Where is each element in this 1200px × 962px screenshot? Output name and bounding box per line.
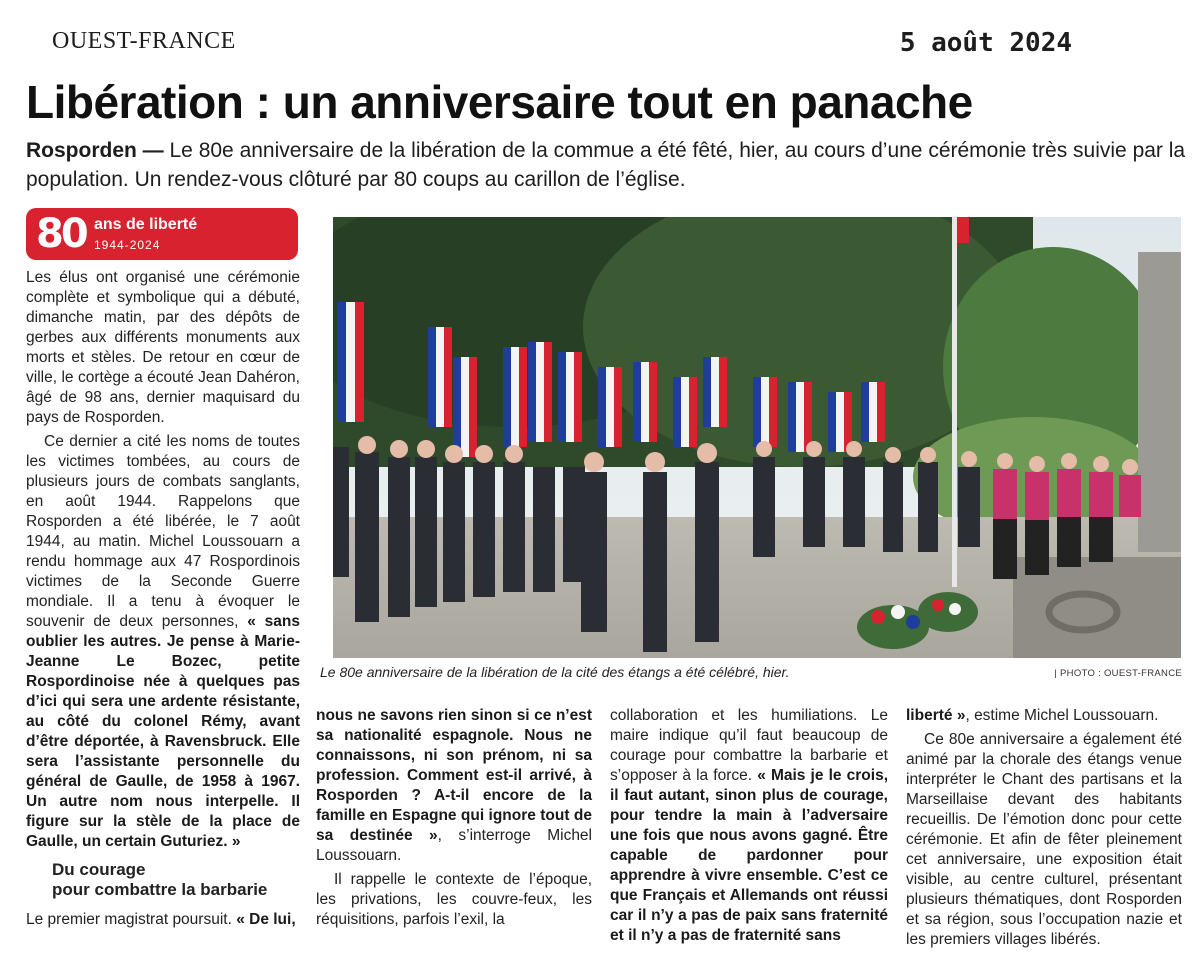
article-paragraph-1: Les élus ont organisé une cérémonie complète et symbolique qui a débuté, dimanche matin, par des dépôts de gerbes aux différents monuments aux morts et stèles. De retour en cœur de ville, le cortège a écouté Jean Dahéron, âgé de 98 ans, dernier maquisard du pays de Rosporden. [26,269,300,426]
subheading: Du courage pour combattre la barbarie [52,860,268,899]
anniversary-badge [26,208,298,260]
article-paragraph-3-cont: nous ne savons rien sinon si ce n’est sa nationalité espagnole. Nous ne connaissons, ni son prénom, ni sa profession. Comment est-il arrivé, à Rosporden ? A-t-il encore de la famille en Espagne qui ignore tout de sa destinée », s’interroge Michel Loussouarn. [316,707,592,864]
article-paragraph-5: Ce 80e anniversaire a également été animé par la chorale des étangs venue interpréter le Chant des partisans et la Marseillaise devant des habitants recueillis. De l’émotion donc pour cette cérémonie. Et afin de fêter pleinement cet anniversaire, une exposition était visible, au centre culturel, présentant plusieurs thématiques, dont Rosporden et sa région, sous l’occupation nazie et les premiers villages libérés. [906,731,1182,948]
ceremony-photo-illustration [333,217,1181,658]
masthead: OUEST-FRANCE [52,28,236,54]
article-column-1 [26,268,300,934]
publication-date: 5 août 2024 [899,28,1072,58]
headline: Libération : un anniversaire tout en panache [26,76,973,128]
article-column-2 [316,706,592,934]
article-paragraph-4-cont: collaboration et les humiliations. Le maire indique qu’il faut beaucoup de courage pour combattre la barbarie et s’opposer à la force. « Mais je le crois, il faut autant, sinon plus de courage, pour tendre la main à l’adversaire une fois que nous avons gagné. Être capable de pardonner pour apprendre à vivre ensemble. C’est ce que Français et Allemands ont réussi car il n’y a pas de paix sans fraternité et il n’y a pas de fraternité sans [610,707,888,944]
article-paragraph-4-cont-cont: liberté », estime Michel Loussouarn. [906,707,1159,724]
chapeau [26,136,1186,194]
photo-credit: | PHOTO : OUEST-FRANCE [1054,668,1182,679]
article-paragraph-3: Le premier magistrat poursuit. « De lui, [26,911,296,928]
badge-years: 1944-2024 [94,238,161,252]
photo-caption: Le 80e anniversaire de la libération de la cité des étangs a été célébré, hier. [320,664,790,680]
article-column-4 [906,706,1182,954]
badge-title: ans de liberté [94,216,198,233]
chapeau-text: Le 80e anniversaire de la libération de la commue a été fêté, hier, au cours d’une cérémonie très suivie par la population. Un rendez-vous clôturé par 80 coups au carillon de l’église. [26,139,1186,191]
article-paragraph-4: Il rappelle le contexte de l’époque, les privations, les couvre-feux, les réquisitions, parfois l’exil, la [316,871,592,928]
dateline-place: Rosporden — [26,139,164,162]
ceremony-photo [333,217,1181,658]
badge-number: 80 [36,211,86,257]
article-paragraph-2: Ce dernier a cité les noms de toutes les victimes tombées, au cours de plusieurs jours de combats sanglants, en août 1944. Rappelons que Rosporden a été libérée, le 7 août 1944, au matin. Michel Loussouarn a rendu hommage aux 47 Rospordinois victimes de la Seconde Guerre mondiale. Il a tenu à évoquer le souvenir de deux personnes, « sans oublier les autres. Je pense à Marie-Jeanne Le Bozec, petite Rospordinoise née à quelques pas d’ici qui sera une ardente résistante, au côté du colonel Rémy, avant d’être déportée, à Ravensbruck. Elle sera l’assistante personnelle du général de Gaulle, de 1958 à 1967. Un autre nom nous interpelle. Il figure sur la stèle de la place de Gaulle, un certain Guturiez. » [26,433,300,850]
article-column-3 [610,706,888,950]
